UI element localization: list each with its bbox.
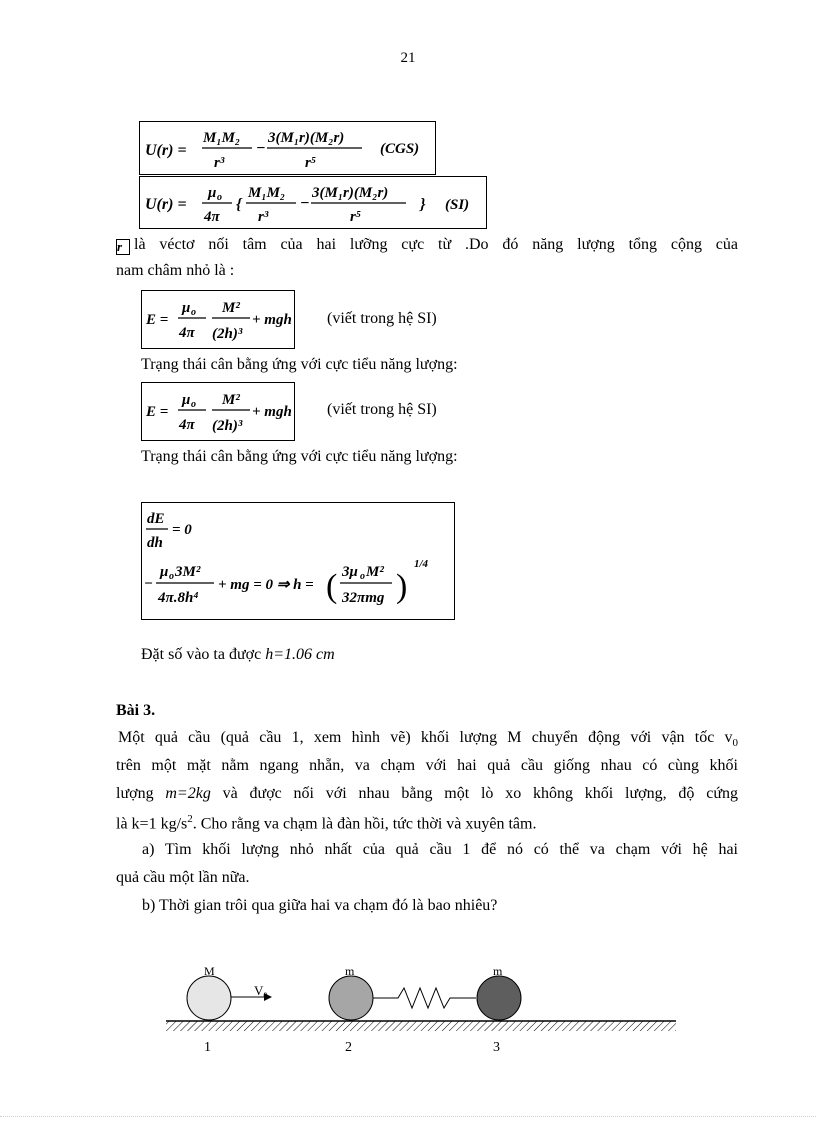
- question-a-line-2: quả cầu một lần nữa.: [116, 869, 250, 886]
- equation-dipole-energy-cgs: [139, 121, 436, 175]
- svg-text:r³: r³: [258, 209, 269, 225]
- page-footer-border: [0, 1116, 816, 1117]
- ball-1-mass-label: M: [204, 964, 215, 978]
- h-value: h=1.06 cm: [265, 646, 335, 663]
- svg-text:V0: $V_0$: [254, 983, 268, 1000]
- svg-text:o: o: [169, 571, 174, 582]
- svg-text:}: }: [420, 196, 426, 213]
- svg-text:(2h)³: (2h)³: [212, 418, 243, 434]
- svg-text:): ): [396, 568, 408, 605]
- collision-figure: [150, 955, 690, 1065]
- svg-text:μ: μ: [160, 564, 169, 580]
- question-a-line-1: a) Tìm khối lượng nhỏ nhất của quả cầu 1 để nó có thể va chạm với hệ hai: [142, 841, 738, 858]
- problem-line-4: là k=1 $kg/s^2$. Cho rằng va chạm là đàn hồi, tức thời và xuyên tâm.: [116, 813, 537, 833]
- ball-2-mass-label: m: [345, 964, 355, 978]
- svg-text:μ: μ: [182, 300, 191, 316]
- page-number: 21: [400, 50, 416, 66]
- equation-total-energy-1: [141, 290, 295, 349]
- svg-text:+ mgh: + mgh: [252, 312, 292, 328]
- substitution-result: Đặt số vào ta được h=1.06 cm: [141, 646, 335, 663]
- svg-text:M²: M²: [222, 300, 240, 316]
- svg-text:−: −: [144, 576, 154, 592]
- svg-text:M²: M²: [366, 564, 384, 580]
- ground-surface: [166, 1021, 676, 1031]
- svg-text:= 0: = 0: [172, 522, 192, 538]
- svg-text:+ mg = 0 ⇒ h =: + mg = 0 ⇒ h =: [218, 577, 314, 593]
- equilibrium-text-1: Trạng thái cân bằng ứng với cực tiểu năng lượng:: [141, 356, 458, 373]
- ball-3-number: 3: [493, 1040, 500, 1055]
- problem-line-2: trên một mặt nằm ngang nhẵn, va chạm với hai quả cầu giống nhau có cùng khối: [116, 757, 738, 774]
- svg-text:o: o: [191, 399, 196, 410]
- eq1-num1: M₁M₂: [203, 130, 241, 146]
- ball-3: [477, 976, 521, 1020]
- svg-text:dE: dE: [147, 511, 165, 527]
- ball-2-number: 2: [345, 1040, 352, 1055]
- svg-text:μ: μ: [208, 185, 217, 201]
- problem-title: Bài 3.: [116, 702, 156, 719]
- ball-3-mass-label: m: [493, 964, 503, 978]
- svg-text:32πmg: 32πmg: [342, 590, 385, 606]
- svg-text:E =: E =: [146, 404, 169, 420]
- svg-text:3M²: 3M²: [175, 564, 201, 580]
- problem-line-1: Một quả cầu (quả cầu 1, xem hình vẽ) khối lượng M chuyển động với vận tốc $v_0$: [118, 729, 738, 750]
- svg-text:4π: 4π: [179, 325, 195, 341]
- ball-1: [187, 976, 231, 1020]
- svg-text:(2h)³: (2h)³: [212, 326, 243, 342]
- si-note-1: (viết trong hệ SI): [327, 310, 437, 327]
- svg-text:4π.8h⁴: 4π.8h⁴: [158, 590, 199, 606]
- ball-1-number: 1: [204, 1040, 211, 1055]
- eq2-tag: (SI): [445, 197, 470, 213]
- eq1-num2: 3(M₁r)(M₂r): [268, 130, 345, 146]
- eq2-lhs: U(r) =: [145, 196, 187, 213]
- ball-2: [329, 976, 373, 1020]
- equation-total-energy-2: [141, 382, 295, 441]
- svg-text:(: (: [326, 568, 338, 605]
- svg-text:4π: 4π: [179, 417, 195, 433]
- svg-text:4π: 4π: [204, 209, 220, 225]
- si-note-2: (viết trong hệ SI): [327, 401, 437, 418]
- equation-equilibrium-condition: [141, 502, 455, 620]
- svg-text:E =: E =: [146, 312, 169, 328]
- svg-text:M₁M₂: M₁M₂: [248, 185, 286, 201]
- svg-text:3(M₁r)(M₂r): 3(M₁r)(M₂r): [312, 185, 389, 201]
- svg-text:M²: M²: [222, 392, 240, 408]
- eq1-den1: r³: [214, 155, 225, 171]
- question-b: b) Thời gian trôi qua giữa hai va chạm đó là bao nhiêu?: [142, 897, 498, 914]
- eq1-den2: r⁵: [305, 155, 317, 171]
- svg-text:dh: dh: [147, 535, 163, 551]
- svg-text:o: o: [217, 192, 222, 203]
- vector-description-line2: nam châm nhỏ là :: [116, 262, 235, 279]
- svg-text:3μ: 3μ: [342, 564, 358, 580]
- svg-text:μ: μ: [182, 392, 191, 408]
- svg-text:+ mgh: + mgh: [252, 404, 292, 420]
- svg-text:−: −: [256, 140, 266, 157]
- problem-line-3: lượng m=2kg và được nối với nhau bằng một lò xo không khối lượng, độ cứng: [116, 785, 738, 802]
- svg-text:−: −: [300, 195, 310, 212]
- svg-text:o: o: [191, 307, 196, 318]
- velocity-label: V: [254, 983, 264, 998]
- svg-text:{: {: [236, 196, 242, 213]
- equilibrium-text-2: Trạng thái cân bằng ứng với cực tiểu năng lượng:: [141, 448, 458, 465]
- equation-dipole-energy-si: [139, 176, 487, 229]
- vector-description-line1: r là véctơ nối tâm của hai lưỡng cực từ .Do đó năng lượng tổng cộng của: [117, 236, 738, 254]
- svg-text:r⁵: r⁵: [350, 209, 362, 225]
- eq1-tag: (CGS): [380, 141, 420, 157]
- spring: [373, 988, 476, 1008]
- vector-r-icon: r: [116, 239, 130, 255]
- svg-text:1/4: 1/4: [414, 558, 429, 570]
- eq1-lhs: U(r) =: [145, 142, 187, 159]
- svg-text:o: o: [360, 571, 365, 582]
